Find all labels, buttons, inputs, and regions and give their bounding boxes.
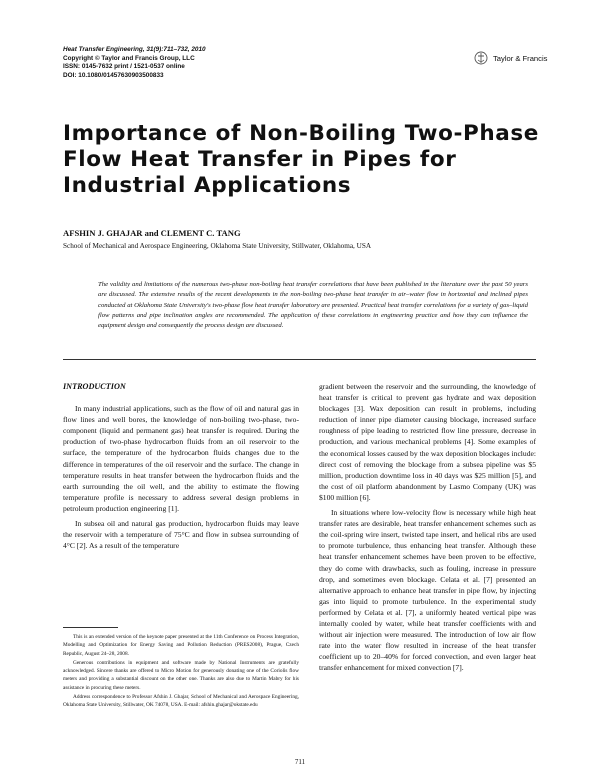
title-line: Flow Heat Transfer in Pipes for	[63, 147, 457, 172]
footnotes	[63, 633, 299, 710]
title-line: Industrial Applications	[63, 173, 352, 198]
footnote: This is an extended version of the keynote paper presented at the 11th Conference on Process Integration, Modelling and Optimization for Energy Saving and Pollution Reduction (PRES2008), Prague, Czech Republic, August 24–28, 2008.	[63, 634, 299, 657]
right-column	[319, 381, 536, 673]
body-paragraph: In many industrial applications, such as the flow of oil and natural gas in flow lines and well bores, the knowledge of non-boiling two-phase, two-component (liquid and permanent gas) heat transfer is required. During the production of two-phase hydrocarbon fluids from an oil reservoir to the surface, the temperature of the hydrocarbon fluids changes due to the difference in temperatures of the oil reservoir and the surface. The change in temperature results in heat transfer between the hydrocarbon fluids and the earth surrounding the oil well, and the ability to estimate the flowing temperature profile is necessary to address several design problems in petroleum production engineering [1].	[63, 404, 299, 513]
title-line: Importance of Non-Boiling Two-Phase	[63, 121, 539, 146]
page-number: 711	[294, 758, 306, 766]
abstract: The validity and limitations of the numerous two-phase non-boiling heat transfer correlations that have been published in the literature over the past 50 years are discussed. The extensive results of the recent developments in the non-boiling two-phase heat transfer in air–water flow in horizontal and inclined pipes conducted at Oklahoma State University's two-phase flow heat transfer laboratory are presented. Practical heat transfer correlations for a variety of gas–liquid flow patterns and pipe inclination angles are recommended. The application of these correlations in engineering practice and how they can influence the equipment design and consequently the process design are discussed.	[98, 281, 528, 330]
left-column-body	[63, 381, 299, 551]
footnote-rule	[63, 627, 118, 628]
body-paragraph: In subsea oil and natural gas production, hydrocarbon fluids may leave the reservoir with a temperature of 75°C and flow in subsea surrounding of 4°C [2]. As a result of the temperature	[63, 519, 299, 551]
affiliation: School of Mechanical and Aerospace Engineering, Oklahoma State University, Stillwater, Oklahoma, USA	[63, 242, 372, 250]
body-paragraph: In situations where low-velocity flow is necessary while high heat transfer rates are desirable, heat transfer enhancement schemes such as the coil-spring wire insert, twisted tape insert, and helical ribs are used to promote turbulence, thus enhancing heat transfer. Although these heat transfer enhancement schemes have been proven to be effective, they do come with drawbacks, such as fouling, increase in pressure drop, and sometimes even blockage. Celata et al. [7] presented an alternative approach to enhance heat transfer in pipe flow, by injecting gas into liquid to promote turbulence. In the experimental study performed by Celata et al. [7], a uniformly heated vertical pipe was internally cooled by water, while heat transfer coefficients with and without air injection were measured. The introduction of low air flow rate into the water flow resulted in increase of the heat transfer coefficient up to 20–40% for forced convection, and even larger heat transfer enhancement for mixed convection [7].	[319, 508, 536, 673]
body-paragraph: gradient between the reservoir and the surrounding, the knowledge of heat transfer is critical to prevent gas hydrate and wax deposition blockages [3]. Wax deposition can result in problems, including reduction of inner pipe diameter causing blockage, increased surface roughness of pipe leading to restricted flow line pressure, decrease in production, and various mechanical problems [4]. Some examples of the economical losses caused by the wax deposition blockages include: direct cost of removing the blockage from a subsea pipeline was $5 million, production downtime loss in 40 days was $25 million [5], and the cost of oil platform abandonment by Lasmo Company (UK) was $100 million [6].	[319, 382, 536, 502]
footnote: Generous contributions in equipment and software made by National Instruments are gratefully acknowledged. Sincere thanks are offered to Micro Motion for generously donating one of the Coriolis flow meters and providing a substantial discount on the other one. Thanks are also due to Martin Mabry for his assistance in procuring these meters.	[63, 659, 299, 691]
paper-title	[63, 121, 563, 199]
heading-spacer	[63, 392, 299, 403]
section-heading-introduction: INTRODUCTION	[63, 382, 126, 391]
issn-line: ISSN: 0145-7632 print / 1521-0537 online	[63, 63, 185, 71]
publisher-logo	[474, 50, 547, 66]
taylor-francis-emblem-icon	[474, 50, 488, 66]
abstract-rule	[63, 359, 536, 360]
journal-citation: Heat Transfer Engineering, 31(9):711–732, 2010	[63, 46, 206, 53]
copyright-line: Copyright © Taylor and Francis Group, LLC	[63, 54, 195, 62]
author-list: AFSHIN J. GHAJAR and CLEMENT C. TANG	[63, 228, 241, 238]
journal-header	[63, 46, 206, 80]
publisher-name: Taylor & Francis	[493, 53, 548, 63]
doi-line: DOI: 10.1080/01457630903500833	[63, 71, 164, 79]
footnote: Address correspondence to Professor Afshin J. Ghajar, School of Mechanical and Aerospace Engineering, Oklahoma State University, Stillwater, OK 74078, USA. E-mail: afshin.ghajar@okstate.edu	[63, 694, 299, 709]
